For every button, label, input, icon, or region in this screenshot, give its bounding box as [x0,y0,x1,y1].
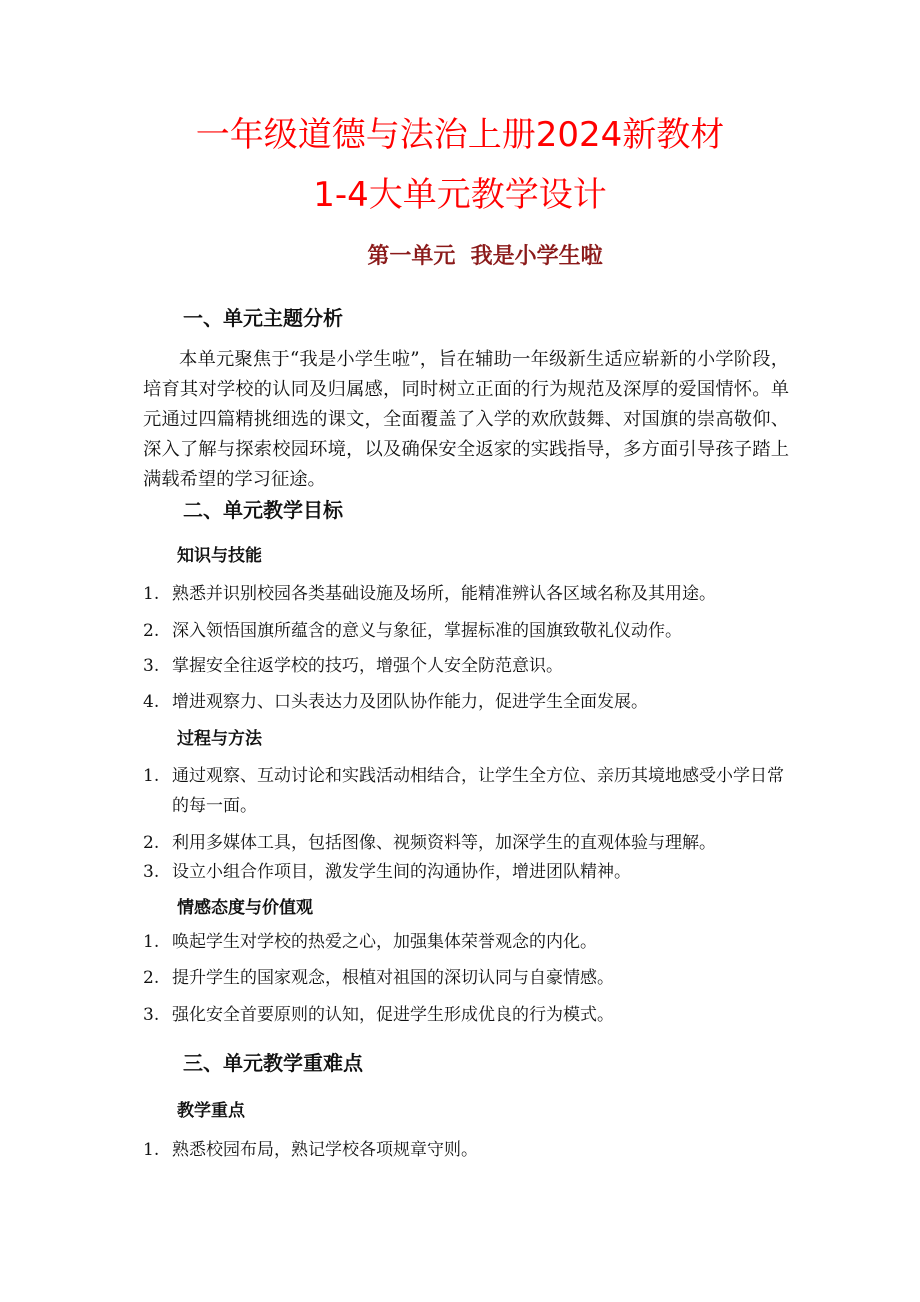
item-number: 1. [143,1140,160,1160]
subheading-emotions-values: 情感态度与价值观 [177,898,313,918]
list-item [143,687,793,717]
item-text: 熟悉并识别校园各类基础设施及场所，能精准辨认各区域名称及其用途。 [172,584,716,604]
item-text: 熟悉校园布局，熟记学校各项规章守则。 [172,1140,478,1160]
item-number: 4. [143,692,160,712]
unit-title: 第一单元 我是小学生啦 [367,244,603,269]
section2-heading: 二、单元教学目标 [183,498,343,522]
item-text: 掌握安全往返学校的技巧，增强个人安全防范意识。 [172,656,563,676]
list-item [143,1135,793,1165]
list-item [143,761,793,821]
item-number: 3. [143,656,160,676]
item-number: 2. [143,833,160,853]
item-text: 增进观察力、口头表达力及团队协作能力，促进学生全面发展。 [172,692,648,712]
list-item [143,857,793,887]
document-title-line2: 1-4大单元教学设计 [313,175,607,215]
list-item [143,828,793,858]
item-text: 通过观察、互动讨论和实践活动相结合，让学生全方位、亲历其境地感受小学日常的每一面。 [172,766,784,816]
section3-heading: 三、单元教学重难点 [183,1051,363,1075]
subheading-process-methods: 过程与方法 [177,729,262,749]
item-text: 唤起学生对学校的热爱之心，加强集体荣誉观念的内化。 [172,932,597,952]
list-item [143,927,793,957]
list-item [143,651,793,681]
item-text: 强化安全首要原则的认知，促进学生形成优良的行为模式。 [172,1005,614,1025]
item-text: 设立小组合作项目，激发学生间的沟通协作，增进团队精神。 [172,862,631,882]
item-text: 深入领悟国旗所蕴含的意义与象征，掌握标准的国旗致敬礼仪动作。 [172,621,682,641]
item-text: 利用多媒体工具，包括图像、视频资料等，加深学生的直观体验与理解。 [172,833,716,853]
section1-heading: 一、单元主题分析 [183,306,343,330]
item-number: 1. [143,932,160,952]
item-text: 提升学生的国家观念，根植对祖国的深切认同与自豪情感。 [172,968,614,988]
subheading-key-points: 教学重点 [177,1101,245,1121]
item-number: 3. [143,1005,160,1025]
item-number: 1. [143,766,160,786]
list-item [143,579,793,609]
document-title-line1: 一年级道德与法治上册2024新教材 [195,115,725,155]
list-item [143,1000,793,1030]
item-number: 2. [143,968,160,988]
item-number: 1. [143,584,160,604]
list-item [143,963,793,993]
section1-paragraph: 本单元聚焦于“我是小学生啦”，旨在辅助一年级新生适应崭新的小学阶段，培育其对学校的认同及归属感，同时树立正面的行为规范及深厚的爱国情怀。单元通过四篇精挑细选的课文，全面覆盖了入学的欢欣鼓舞、对国旗的崇高敬仰、深入了解与探索校园环境，以及确保安全返家的实践指导，多方面引导孩子踏上满载希望的学习征途。 [143,349,789,490]
list-item [143,616,793,646]
item-number: 3. [143,862,160,882]
item-number: 2. [143,621,160,641]
subheading-knowledge-skills: 知识与技能 [177,546,262,566]
